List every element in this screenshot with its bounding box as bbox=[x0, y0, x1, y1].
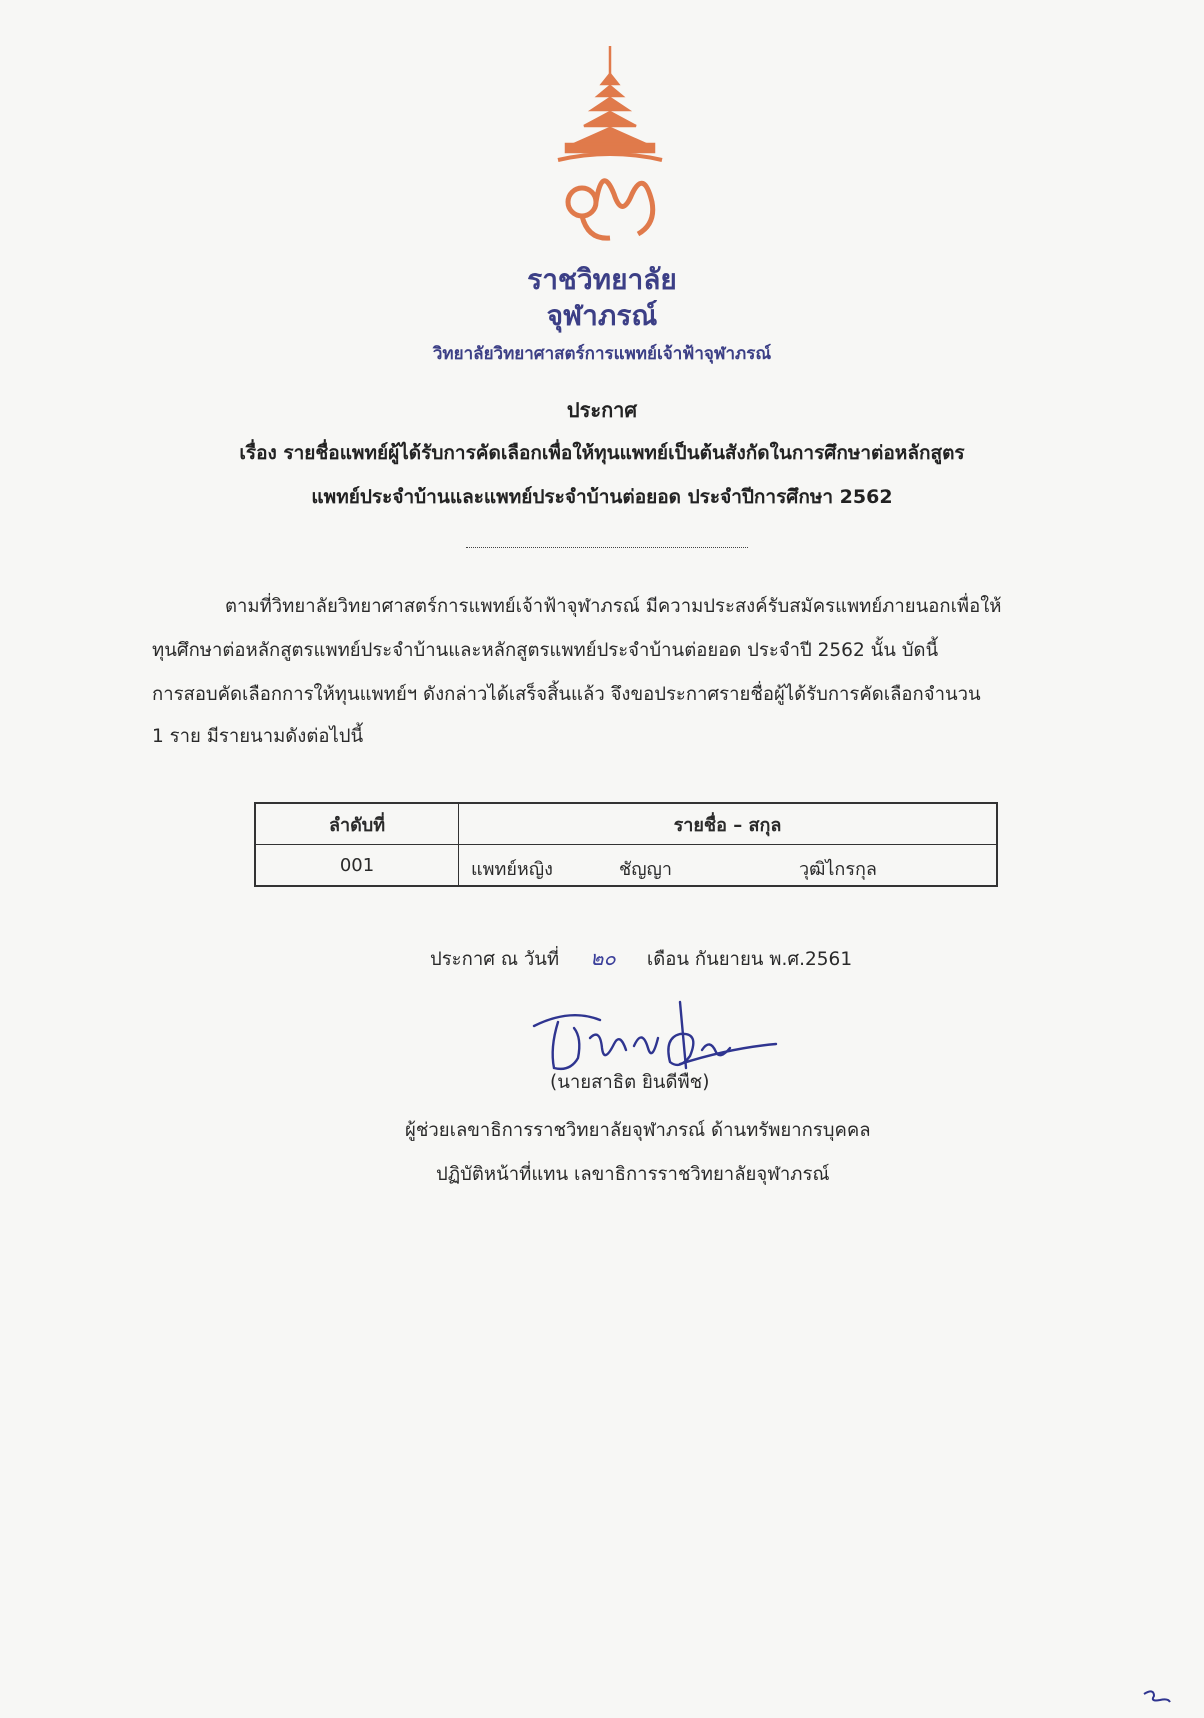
corner-initial-mark-icon bbox=[1140, 1686, 1174, 1706]
column-header-name: รายชื่อ – สกุล bbox=[459, 803, 998, 845]
name-title: แพทย์หญิง bbox=[471, 859, 553, 880]
signer-name: (นายสาธิต ยินดีพืช) bbox=[550, 1072, 710, 1093]
table-row bbox=[255, 845, 997, 887]
cell-order-number: 001 bbox=[255, 845, 459, 887]
subject-line2: แพทย์ประจำบ้านและแพทย์ประจำบ้านต่อยอด ประจำปีการศึกษา 2562 bbox=[311, 486, 893, 508]
document-type: ประกาศ bbox=[566, 398, 638, 422]
body-line: ทุนศึกษาต่อหลักสูตรแพทย์ประจำบ้านและหลักสูตรแพทย์ประจำบ้านต่อยอด ประจำปี 2562 นั้น บัดนี้ bbox=[152, 640, 939, 661]
body-line: การสอบคัดเลือกการให้ทุนแพทย์ฯ ดังกล่าวได้เสร็จสิ้นแล้ว จึงขอประกาศรายชื่อผู้ได้รับการคัดเลือกจำนวน bbox=[152, 684, 981, 705]
signer-position-line1: ผู้ช่วยเลขาธิการราชวิทยาลัยจุฬาภรณ์ ด้านทรัพยากรบุคคล bbox=[405, 1120, 871, 1141]
selected-doctors-table bbox=[254, 802, 998, 887]
table-header-row bbox=[255, 803, 997, 845]
college-name: วิทยาลัยวิทยาศาสตร์การแพทย์เจ้าฟ้าจุฬาภรณ์ bbox=[432, 344, 772, 364]
announcement-date bbox=[430, 942, 852, 974]
subject-line1: เรื่อง รายชื่อแพทย์ผู้ได้รับการคัดเลือกเพื่อให้ทุนแพทย์เป็นต้นสังกัดในการศึกษาต่อหลักสูตร bbox=[239, 442, 965, 464]
column-header-order: ลำดับที่ bbox=[255, 803, 459, 845]
body-line: 1 ราย มีรายนามดังต่อไปนี้ bbox=[152, 726, 364, 747]
last-name: วุฒิไกรกุล bbox=[799, 859, 877, 880]
body-line: ตามที่วิทยาลัยวิทยาศาสตร์การแพทย์เจ้าฟ้าจุฬาภรณ์ มีความประสงค์รับสมัครแพทย์ภายนอกเพื่อให้ bbox=[225, 596, 1002, 617]
cell-full-name bbox=[459, 845, 998, 887]
brand-name-line1: ราชวิทยาลัย bbox=[527, 263, 677, 296]
first-name: ชัญญา bbox=[619, 859, 672, 880]
chulabhorn-crest-icon bbox=[552, 44, 668, 244]
signer-position-line2: ปฏิบัติหน้าที่แทน เลขาธิการราชวิทยาลัยจุฬาภรณ์ bbox=[436, 1164, 830, 1185]
date-suffix: เดือน กันยายน พ.ศ.2561 bbox=[646, 949, 853, 970]
handwritten-day: ๒๐ bbox=[590, 946, 616, 970]
dotted-divider bbox=[466, 547, 748, 548]
brand-name-line2: จุฬาภรณ์ bbox=[546, 299, 658, 332]
date-prefix: ประกาศ ณ วันที่ bbox=[430, 949, 560, 970]
